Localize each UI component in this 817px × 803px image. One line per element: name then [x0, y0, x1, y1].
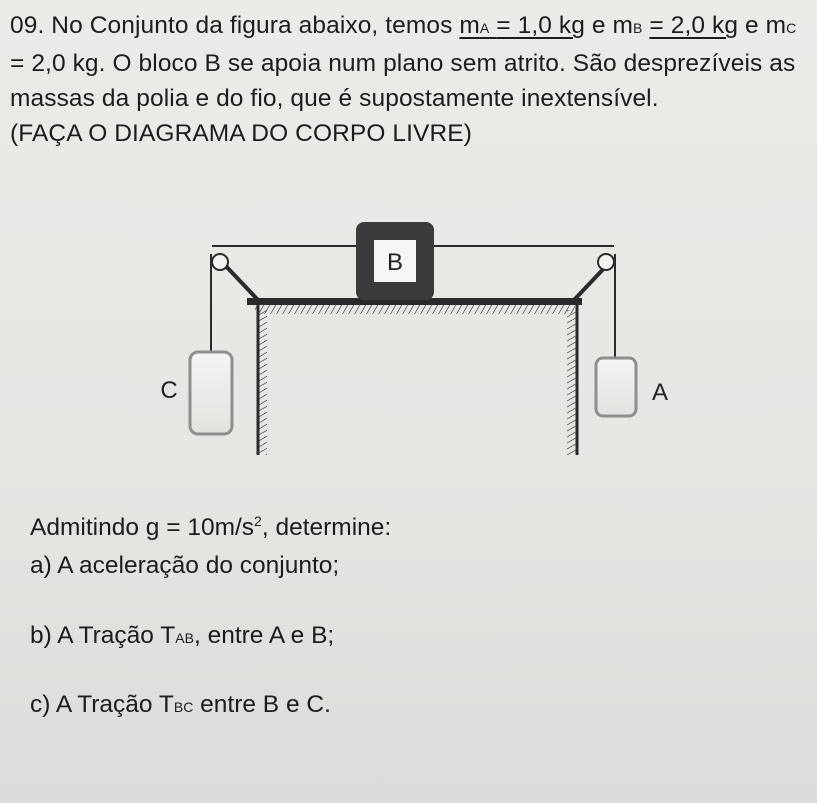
block-c-label: C [160, 377, 178, 404]
mass-a: mA = 1,0 kg [459, 12, 585, 39]
table-leg-left-hatch [259, 310, 267, 455]
block-b-label: B [386, 249, 404, 276]
pulley-left [212, 254, 228, 270]
question-a: a) A aceleração do conjunto; [30, 552, 340, 579]
problem-rest: O bloco B se apoia num plano sem atrito. São desprezíveis as massas da polia e do fio, que é supostamente inextensível. [10, 50, 796, 112]
problem-text: 09. No Conjunto da figura abaixo, temos mA = 1,0 kg e mB = 2,0 kg e mC = 2,0 kg. O bloco B se apoia num plano sem atrito. São desprezíveis as massas da polia e do fio, que é supostamente inextensível. [10, 12, 797, 112]
block-c [190, 352, 232, 434]
gravity-expression: g = 10m/s [145, 514, 255, 542]
block-a [596, 358, 636, 416]
problem-statement [10, 8, 810, 151]
table-leg-right-hatch [567, 310, 576, 455]
question-b: b) A Tração TAB, entre A e B; [30, 622, 335, 649]
gravity-exponent: 2 [254, 513, 262, 529]
mass-c: mC = 2,0 kg. [10, 12, 797, 77]
problem-number: 09. [10, 12, 45, 39]
given-gravity [30, 504, 391, 545]
mass-b-symbol: mB [612, 12, 643, 39]
pulley-figure [0, 200, 817, 500]
pulley-right [598, 254, 614, 270]
given-prefix: Admitindo [30, 514, 139, 542]
instruction: (FAÇA O DIAGRAMA DO CORPO LIVRE) [10, 120, 472, 147]
question-c: c) A Tração TBC entre B e C. [30, 691, 331, 718]
block-a-label: A [651, 379, 669, 406]
problem-intro: No Conjunto da figura abaixo, temos [51, 12, 453, 39]
pulley-diagram [0, 200, 817, 500]
mass-b-value: = 2,0 kg [649, 12, 739, 39]
pulley-bracket-left [222, 262, 258, 300]
table-hatch [255, 305, 575, 314]
given-suffix: , determine: [261, 514, 392, 542]
